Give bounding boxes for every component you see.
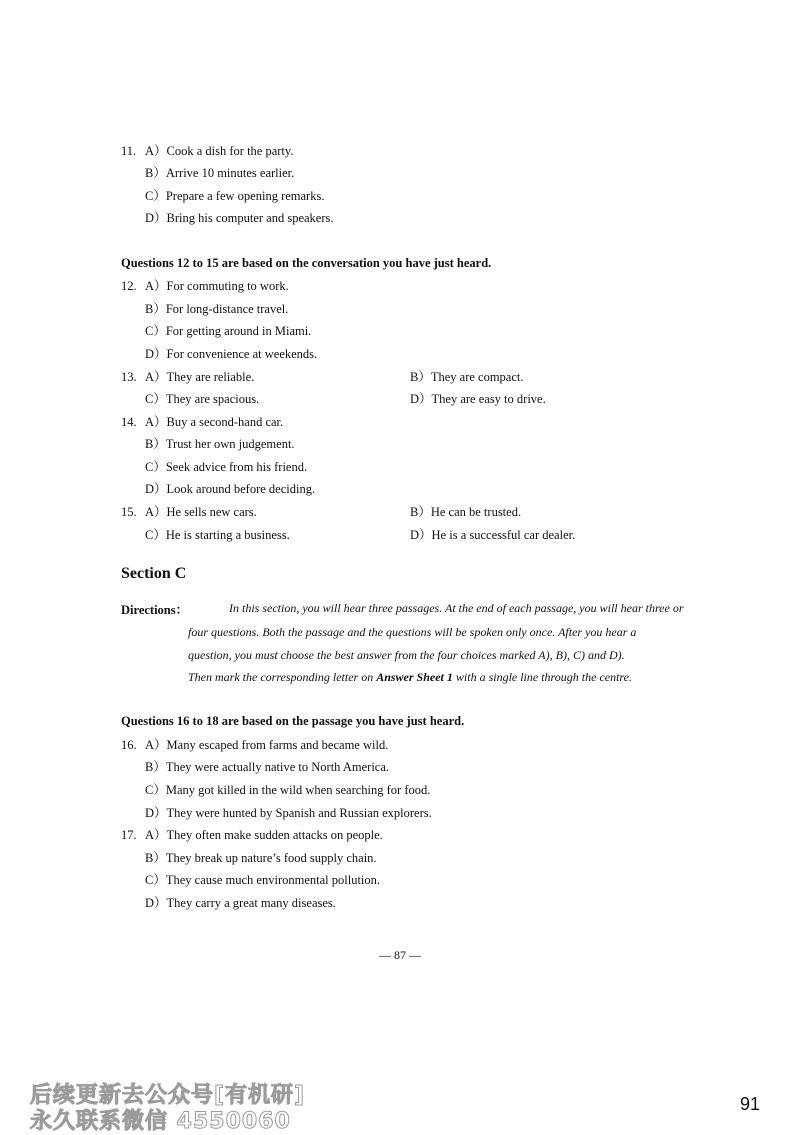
section-title: Section C xyxy=(121,565,187,582)
watermark-line-2: 永久联系微信 4550060 xyxy=(30,1109,291,1134)
option-b: B）Arrive 10 minutes earlier. xyxy=(145,166,295,180)
option-d: D）For convenience at weekends. xyxy=(145,347,318,361)
option-c: C）Seek advice from his friend. xyxy=(145,460,308,474)
option-d: D）Bring his computer and speakers. xyxy=(145,211,334,225)
option-d: D）They are easy to drive. xyxy=(410,392,546,406)
option-a: A）Cook a dish for the party. xyxy=(145,144,294,158)
option-a: A）Many escaped from farms and became wild. xyxy=(145,738,389,752)
question-number: 16. xyxy=(121,738,137,752)
option-d: D）They carry a great many diseases. xyxy=(145,896,336,910)
option-b: B）He can be trusted. xyxy=(410,505,522,519)
option-d: D）Look around before deciding. xyxy=(145,482,316,496)
option-a: A）Buy a second-hand car. xyxy=(145,415,284,429)
watermark-line-1: 后续更新去公众号[有机研] xyxy=(30,1083,306,1108)
questions-16-18-heading: Questions 16 to 18 are based on the passage you have just heard. xyxy=(121,714,465,728)
option-a: A）For commuting to work. xyxy=(145,279,289,293)
question-number: 12. xyxy=(121,279,137,293)
option-d: D）He is a successful car dealer. xyxy=(410,528,576,542)
option-c: C）Prepare a few opening remarks. xyxy=(145,189,325,203)
directions-line-4-post: with a single line through the centre. xyxy=(452,670,632,684)
scan-page-number: 91 xyxy=(739,1094,760,1114)
option-b: B）They break up nature’s food supply chain. xyxy=(145,851,377,865)
option-c: C）For getting around in Miami. xyxy=(145,324,312,338)
option-a: A）They are reliable. xyxy=(145,370,255,384)
page-number: — 87 — xyxy=(379,948,421,962)
questions-12-15-heading: Questions 12 to 15 are based on the conversation you have just heard. xyxy=(121,256,492,270)
directions-line-3: question, you must choose the best answer from the four choices marked A), B), C) and D). xyxy=(188,648,625,662)
answer-sheet-label: Answer Sheet 1 xyxy=(376,670,453,684)
question-number: 15. xyxy=(121,505,137,519)
question-number: 13. xyxy=(121,370,137,384)
directions-line-2: four questions. Both the passage and the questions will be spoken only once. After you hear a xyxy=(188,625,637,639)
option-c: C）They cause much environmental pollution. xyxy=(145,873,381,887)
directions-label: Directions： xyxy=(121,603,189,617)
question-number: 14. xyxy=(121,415,137,429)
option-b: B）They are compact. xyxy=(410,370,524,384)
option-b: B）Trust her own judgement. xyxy=(145,437,295,451)
question-number: 11. xyxy=(121,144,137,158)
option-b: B）For long-distance travel. xyxy=(145,302,289,316)
directions-line-1: In this section, you will hear three passages. At the end of each passage, you will hear three or xyxy=(229,601,684,615)
option-c: C）He is starting a business. xyxy=(145,528,290,542)
option-b: B）They were actually native to North America. xyxy=(145,760,390,774)
directions-line-4-pre: Then mark the corresponding letter on xyxy=(188,670,377,684)
option-d: D）They were hunted by Spanish and Russian explorers. xyxy=(145,806,432,820)
question-number: 17. xyxy=(121,828,137,842)
option-a: A）He sells new cars. xyxy=(145,505,257,519)
option-c: C）Many got killed in the wild when searching for food. xyxy=(145,783,431,797)
option-a: A）They often make sudden attacks on people. xyxy=(145,828,383,842)
option-c: C）They are spacious. xyxy=(145,392,260,406)
directions-line-4 xyxy=(188,670,632,685)
